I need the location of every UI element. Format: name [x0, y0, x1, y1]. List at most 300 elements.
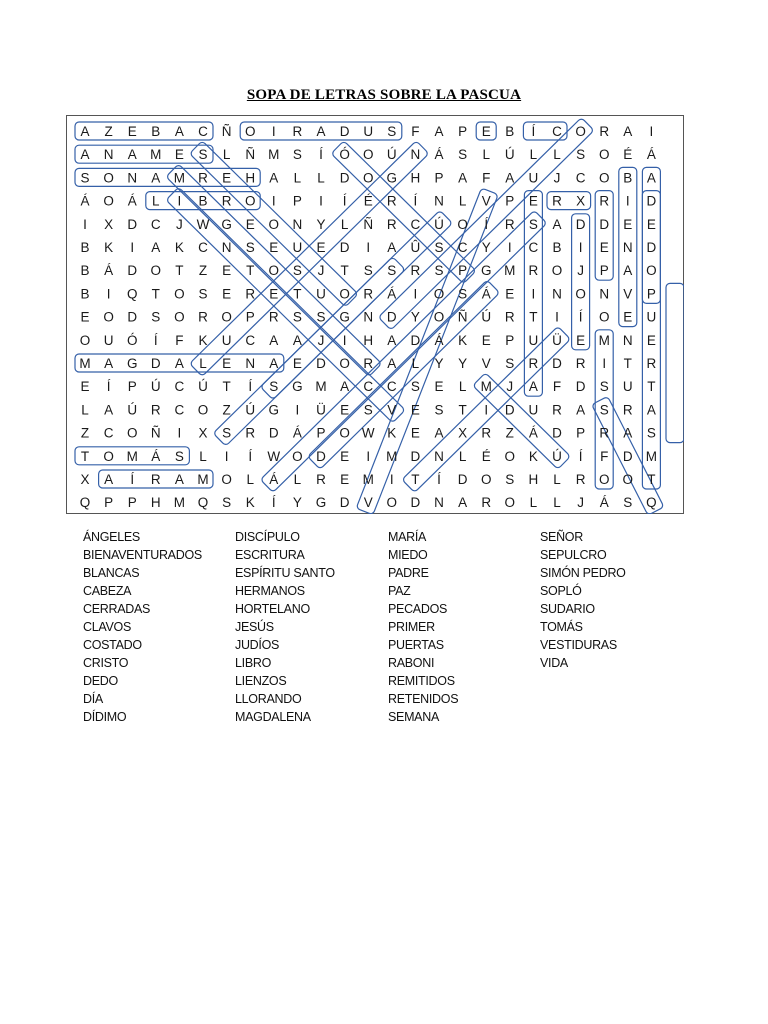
grid-letter[interactable]: S — [458, 286, 468, 302]
grid-letter[interactable]: Á — [387, 286, 397, 302]
grid-letter[interactable]: S — [292, 263, 302, 279]
grid-letter[interactable]: S — [80, 170, 90, 186]
grid-letter[interactable]: U — [646, 309, 657, 325]
grid-letter[interactable]: E — [599, 240, 609, 255]
grid-letter[interactable]: Ú — [198, 379, 208, 395]
grid-letter[interactable]: E — [222, 263, 232, 279]
grid-letter[interactable]: Q — [646, 495, 657, 511]
grid-letter[interactable]: S — [198, 147, 208, 163]
grid-letter[interactable]: A — [151, 170, 161, 186]
grid-letter[interactable]: T — [293, 286, 302, 302]
grid-letter[interactable]: B — [505, 124, 515, 139]
grid-letter[interactable]: Z — [80, 425, 90, 441]
grid-letter[interactable]: S — [387, 263, 397, 279]
grid-letter[interactable]: S — [222, 495, 232, 511]
grid-letter[interactable]: S — [363, 263, 373, 279]
grid-letter[interactable]: S — [599, 402, 609, 418]
grid-letter[interactable]: P — [104, 495, 114, 511]
grid-letter[interactable]: K — [245, 495, 255, 511]
grid-letter[interactable]: E — [340, 402, 350, 418]
grid-letter[interactable]: Á — [481, 286, 491, 302]
grid-letter[interactable]: E — [623, 216, 633, 232]
grid-letter[interactable]: A — [387, 332, 397, 348]
grid-letter[interactable]: A — [552, 216, 562, 232]
grid-letter[interactable]: I — [177, 193, 182, 209]
grid-letter[interactable]: S — [505, 472, 515, 487]
grid-letter[interactable]: Y — [481, 240, 491, 255]
grid-letter[interactable]: A — [316, 124, 326, 139]
grid-letter[interactable]: I — [389, 472, 394, 487]
grid-letter[interactable]: H — [528, 472, 539, 487]
grid-letter[interactable]: L — [411, 356, 420, 371]
grid-letter[interactable]: O — [362, 170, 374, 186]
grid-letter[interactable]: Í — [271, 495, 276, 511]
grid-letter[interactable]: Ú — [504, 147, 515, 163]
grid-letter[interactable]: M — [504, 263, 516, 279]
grid-letter[interactable]: R — [363, 356, 374, 371]
grid-letter[interactable]: R — [599, 193, 610, 209]
grid-letter[interactable]: S — [458, 147, 468, 163]
grid-letter[interactable]: L — [293, 170, 302, 186]
grid-letter[interactable]: T — [340, 263, 349, 279]
grid-letter[interactable]: J — [317, 263, 325, 279]
grid-letter[interactable]: S — [434, 240, 444, 255]
grid-letter[interactable]: L — [529, 147, 538, 163]
grid-letter[interactable]: G — [292, 379, 303, 395]
grid-letter[interactable]: K — [458, 332, 468, 348]
grid-letter[interactable]: O — [126, 425, 138, 441]
grid-letter[interactable]: V — [481, 356, 491, 371]
grid-letter[interactable]: D — [150, 356, 161, 371]
grid-letter[interactable]: I — [531, 286, 536, 302]
grid-letter[interactable]: O — [150, 263, 162, 279]
grid-letter[interactable]: W — [267, 448, 281, 464]
grid-letter[interactable]: I — [83, 216, 87, 232]
grid-letter[interactable]: D — [410, 448, 421, 464]
grid-letter[interactable]: T — [647, 379, 656, 395]
grid-letter[interactable]: S — [316, 309, 326, 325]
grid-letter[interactable]: M — [315, 379, 327, 395]
grid-letter[interactable]: O — [268, 216, 280, 232]
grid-letter[interactable]: O — [386, 495, 398, 511]
grid-letter[interactable]: F — [552, 379, 562, 395]
grid-letter[interactable]: E — [269, 240, 279, 255]
grid-letter[interactable]: D — [339, 124, 350, 139]
grid-letter[interactable]: S — [198, 286, 208, 302]
grid-letter[interactable]: É — [363, 193, 373, 209]
grid-letter[interactable]: Ü — [552, 332, 562, 348]
grid-letter[interactable]: R — [552, 402, 562, 418]
grid-letter[interactable]: R — [646, 356, 657, 371]
grid-letter[interactable]: S — [174, 448, 184, 464]
grid-letter[interactable]: M — [386, 448, 398, 464]
grid-letter[interactable]: D — [410, 495, 421, 511]
grid-letter[interactable]: B — [552, 240, 562, 255]
grid-letter[interactable]: R — [150, 402, 161, 418]
grid-letter[interactable]: M — [268, 147, 280, 163]
grid-letter[interactable]: C — [410, 216, 421, 232]
grid-letter[interactable]: E — [80, 309, 90, 325]
grid-letter[interactable]: F — [411, 124, 420, 139]
grid-letter[interactable]: T — [529, 309, 538, 325]
grid-letter[interactable]: A — [104, 472, 114, 487]
grid-letter[interactable]: Ñ — [245, 147, 256, 163]
grid-letter[interactable]: A — [269, 170, 279, 186]
grid-letter[interactable]: N — [599, 286, 610, 302]
grid-letter[interactable]: A — [646, 170, 656, 186]
grid-letter[interactable]: L — [199, 448, 207, 464]
grid-letter[interactable]: E — [127, 124, 137, 139]
grid-letter[interactable]: A — [434, 124, 444, 139]
grid-letter[interactable]: V — [387, 402, 397, 418]
grid-letter[interactable]: S — [434, 263, 444, 279]
grid-letter[interactable]: M — [173, 170, 186, 186]
grid-letter[interactable]: T — [647, 472, 656, 487]
grid-letter[interactable]: D — [268, 425, 279, 441]
grid-letter[interactable]: S — [434, 402, 444, 418]
grid-letter[interactable]: K — [198, 332, 208, 348]
grid-letter[interactable]: O — [480, 472, 492, 487]
grid-letter[interactable]: F — [482, 170, 491, 186]
grid-letter[interactable]: S — [363, 402, 373, 418]
grid-letter[interactable]: P — [434, 170, 444, 186]
grid-letter[interactable]: R — [504, 216, 515, 232]
grid-letter[interactable]: G — [126, 356, 138, 371]
grid-letter[interactable]: Ú — [481, 309, 492, 325]
grid-letter[interactable]: M — [173, 495, 186, 511]
grid-letter[interactable]: Y — [316, 216, 326, 232]
grid-letter[interactable]: P — [505, 332, 515, 348]
grid-letter[interactable]: Í — [578, 309, 583, 325]
grid-letter[interactable]: U — [292, 240, 303, 255]
grid-letter[interactable]: L — [458, 379, 467, 395]
grid-letter[interactable]: L — [458, 193, 467, 209]
grid-letter[interactable]: I — [507, 240, 512, 255]
grid-letter[interactable]: Í — [153, 332, 158, 348]
grid-letter[interactable]: D — [646, 240, 657, 255]
grid-letter[interactable]: F — [600, 448, 609, 464]
grid-letter[interactable]: T — [411, 472, 420, 487]
grid-letter[interactable]: R — [150, 472, 161, 487]
grid-letter[interactable]: O — [362, 147, 374, 163]
grid-letter[interactable]: D — [316, 448, 326, 464]
grid-letter[interactable]: X — [80, 472, 90, 487]
grid-letter[interactable]: A — [528, 379, 538, 395]
grid-letter[interactable]: A — [104, 402, 114, 418]
grid-letter[interactable]: O — [433, 309, 445, 325]
grid-letter[interactable]: I — [177, 425, 182, 441]
grid-letter[interactable]: U — [103, 332, 114, 348]
grid-letter[interactable]: D — [339, 495, 350, 511]
grid-letter[interactable]: L — [222, 147, 231, 163]
grid-letter[interactable]: O — [575, 286, 586, 302]
grid-letter[interactable]: A — [623, 263, 633, 279]
grid-letter[interactable]: A — [623, 124, 633, 139]
grid-letter[interactable]: D — [599, 216, 610, 232]
grid-letter[interactable]: I — [578, 240, 583, 255]
grid-letter[interactable]: E — [245, 216, 255, 232]
grid-letter[interactable]: Í — [578, 448, 583, 464]
grid-letter[interactable]: D — [552, 425, 562, 441]
grid-letter[interactable]: D — [316, 356, 326, 371]
grid-letter[interactable]: L — [553, 147, 561, 163]
grid-letter[interactable]: J — [577, 263, 584, 279]
grid-letter[interactable]: Í — [437, 472, 441, 487]
grid-letter[interactable]: O — [457, 216, 468, 232]
grid-letter[interactable]: A — [269, 356, 279, 371]
grid-letter[interactable]: A — [387, 240, 397, 255]
grid-letter[interactable]: S — [245, 240, 255, 255]
grid-letter[interactable]: K — [387, 425, 397, 441]
grid-letter[interactable]: N — [552, 286, 562, 302]
grid-letter[interactable]: P — [599, 263, 609, 279]
grid-letter[interactable]: Ú — [552, 448, 562, 464]
grid-letter[interactable]: Í — [342, 193, 347, 209]
grid-letter[interactable]: G — [268, 402, 280, 418]
grid-letter[interactable]: E — [222, 170, 232, 186]
grid-letter[interactable]: D — [504, 402, 515, 418]
grid-letter[interactable]: B — [623, 170, 633, 186]
grid-letter[interactable]: Á — [151, 448, 161, 464]
grid-letter[interactable]: Í — [319, 147, 323, 163]
grid-letter[interactable]: C — [174, 379, 185, 395]
grid-letter[interactable]: O — [103, 309, 114, 325]
grid-letter[interactable]: N — [434, 193, 444, 209]
grid-letter[interactable]: G — [386, 170, 398, 186]
grid-letter[interactable]: R — [268, 309, 279, 325]
grid-letter[interactable]: L — [317, 170, 325, 186]
grid-letter[interactable]: Á — [528, 425, 538, 441]
grid-letter[interactable]: O — [598, 309, 610, 325]
grid-letter[interactable]: L — [199, 356, 207, 371]
grid-letter[interactable]: P — [576, 425, 586, 441]
grid-letter[interactable]: A — [458, 495, 468, 511]
grid-letter[interactable]: A — [387, 356, 397, 371]
grid-letter[interactable]: Á — [292, 425, 302, 441]
grid-letter[interactable]: X — [576, 193, 586, 209]
grid-letter[interactable]: E — [340, 448, 350, 464]
grid-letter[interactable]: M — [126, 448, 138, 464]
grid-letter[interactable]: R — [245, 425, 256, 441]
grid-letter[interactable]: R — [528, 356, 539, 371]
grid-letter[interactable]: A — [174, 356, 184, 371]
grid-letter[interactable]: L — [246, 472, 254, 487]
grid-letter[interactable]: U — [221, 332, 232, 348]
grid-letter[interactable]: H — [410, 170, 421, 186]
grid-letter[interactable]: M — [79, 356, 91, 371]
grid-letter[interactable]: Ñ — [457, 309, 468, 325]
grid-letter[interactable]: Z — [505, 425, 514, 441]
grid-letter[interactable]: Ú — [150, 379, 161, 395]
grid-letter[interactable]: D — [646, 193, 657, 209]
grid-letter[interactable]: Í — [484, 216, 489, 232]
grid-letter[interactable]: D — [339, 170, 350, 186]
grid-letter[interactable]: C — [150, 216, 161, 232]
grid-letter[interactable]: O — [504, 495, 516, 511]
grid-letter[interactable]: T — [458, 402, 467, 418]
grid-letter[interactable]: R — [622, 402, 633, 418]
grid-letter[interactable]: Á — [599, 495, 609, 511]
grid-letter[interactable]: G — [339, 309, 350, 325]
grid-letter[interactable]: I — [271, 193, 276, 209]
grid-letter[interactable]: Í — [531, 124, 536, 139]
grid-letter[interactable]: I — [224, 448, 229, 464]
grid-letter[interactable]: E — [174, 147, 184, 163]
grid-letter[interactable]: S — [151, 309, 161, 325]
grid-letter[interactable]: O — [103, 170, 114, 186]
grid-letter[interactable]: R — [599, 425, 610, 441]
grid-letter[interactable]: D — [127, 309, 138, 325]
grid-letter[interactable]: N — [292, 216, 303, 232]
grid-letter[interactable]: O — [221, 309, 232, 325]
grid-letter[interactable]: A — [174, 124, 184, 139]
grid-letter[interactable]: O — [197, 402, 209, 418]
grid-letter[interactable]: Û — [410, 240, 421, 255]
grid-letter[interactable]: O — [174, 286, 185, 302]
grid-letter[interactable]: R — [528, 263, 539, 279]
grid-letter[interactable]: B — [80, 286, 90, 302]
grid-letter[interactable]: T — [222, 379, 231, 395]
grid-letter[interactable]: F — [175, 332, 184, 348]
grid-letter[interactable]: E — [410, 402, 420, 418]
grid-letter[interactable]: R — [481, 425, 492, 441]
grid-letter[interactable]: R — [386, 216, 397, 232]
grid-letter[interactable]: S — [410, 379, 420, 395]
grid-letter[interactable]: Y — [410, 309, 420, 325]
grid-letter[interactable]: C — [245, 332, 256, 348]
grid-letter[interactable]: I — [271, 124, 276, 139]
grid-letter[interactable]: M — [480, 379, 492, 395]
grid-letter[interactable]: R — [221, 193, 232, 209]
grid-letter[interactable]: G — [315, 495, 327, 511]
grid-letter[interactable]: Ü — [316, 402, 326, 418]
grid-letter[interactable]: N — [434, 448, 444, 464]
grid-letter[interactable]: W — [361, 425, 375, 441]
grid-letter[interactable]: E — [505, 286, 515, 302]
grid-letter[interactable]: N — [622, 240, 633, 255]
grid-letter[interactable]: N — [410, 147, 421, 163]
grid-letter[interactable]: L — [458, 448, 467, 464]
grid-letter[interactable]: A — [80, 147, 90, 163]
grid-letter[interactable]: O — [504, 448, 516, 464]
grid-letter[interactable]: T — [80, 448, 90, 464]
grid-letter[interactable]: E — [340, 472, 350, 487]
grid-letter[interactable]: I — [649, 124, 654, 139]
grid-letter[interactable]: Í — [413, 193, 418, 209]
grid-letter[interactable]: O — [79, 332, 91, 348]
grid-letter[interactable]: R — [575, 472, 586, 487]
grid-letter[interactable]: A — [646, 402, 656, 418]
grid-letter[interactable]: C — [174, 402, 185, 418]
grid-letter[interactable]: T — [246, 263, 255, 279]
grid-letter[interactable]: A — [127, 147, 137, 163]
grid-letter[interactable]: T — [151, 286, 160, 302]
grid-letter[interactable]: K — [174, 240, 184, 255]
grid-letter[interactable]: B — [198, 193, 208, 209]
grid-letter[interactable]: J — [553, 170, 561, 186]
grid-letter[interactable]: S — [292, 147, 302, 163]
grid-letter[interactable]: M — [645, 448, 658, 464]
grid-letter[interactable]: E — [576, 332, 586, 348]
grid-letter[interactable]: I — [602, 356, 607, 371]
grid-letter[interactable]: O — [174, 309, 185, 325]
grid-letter[interactable]: U — [528, 402, 539, 418]
grid-letter[interactable]: B — [80, 240, 90, 255]
grid-letter[interactable]: E — [316, 240, 326, 255]
grid-letter[interactable]: B — [80, 263, 90, 279]
grid-letter[interactable]: A — [292, 332, 302, 348]
grid-letter[interactable]: S — [505, 356, 515, 371]
grid-letter[interactable]: Ú — [434, 216, 444, 232]
grid-letter[interactable]: O — [339, 286, 350, 302]
grid-letter[interactable]: G — [221, 216, 232, 232]
grid-letter[interactable]: W — [196, 216, 210, 232]
grid-letter[interactable]: S — [222, 425, 232, 441]
grid-letter[interactable]: S — [646, 425, 656, 441]
grid-letter[interactable]: Á — [269, 472, 279, 487]
grid-letter[interactable]: R — [575, 356, 586, 371]
grid-letter[interactable]: S — [292, 309, 302, 325]
grid-letter[interactable]: Á — [80, 193, 90, 209]
grid-letter[interactable]: N — [221, 240, 232, 255]
grid-letter[interactable]: I — [342, 332, 347, 348]
grid-letter[interactable]: Ó — [126, 332, 138, 348]
grid-letter[interactable]: T — [175, 263, 184, 279]
grid-letter[interactable]: G — [480, 263, 492, 279]
grid-letter[interactable]: E — [410, 425, 420, 441]
grid-letter[interactable]: O — [339, 425, 350, 441]
grid-letter[interactable]: Á — [104, 263, 114, 279]
grid-letter[interactable]: O — [244, 193, 256, 209]
grid-letter[interactable]: Q — [197, 495, 209, 511]
grid-letter[interactable]: J — [176, 216, 183, 232]
grid-letter[interactable]: A — [269, 332, 279, 348]
grid-letter[interactable]: R — [599, 124, 610, 139]
grid-letter[interactable]: I — [295, 402, 300, 418]
grid-letter[interactable]: Ñ — [221, 124, 232, 139]
grid-letter[interactable]: Y — [458, 356, 468, 371]
grid-letter[interactable]: O — [598, 147, 610, 163]
grid-letter[interactable]: Á — [434, 147, 444, 163]
grid-letter[interactable]: D — [127, 216, 138, 232]
grid-letter[interactable]: C — [457, 240, 468, 255]
grid-letter[interactable]: L — [293, 472, 302, 487]
grid-letter[interactable]: M — [150, 147, 162, 163]
grid-letter[interactable]: Í — [106, 379, 111, 395]
grid-letter[interactable]: L — [529, 495, 538, 511]
grid-letter[interactable]: I — [366, 240, 371, 255]
grid-letter[interactable]: O — [551, 263, 563, 279]
grid-letter[interactable]: D — [410, 332, 421, 348]
grid-letter[interactable]: A — [576, 402, 586, 418]
grid-letter[interactable]: I — [106, 286, 111, 302]
grid-letter[interactable]: I — [366, 448, 371, 464]
grid-letter[interactable]: P — [505, 193, 515, 209]
grid-letter[interactable]: A — [623, 425, 633, 441]
grid-letter[interactable]: O — [103, 448, 114, 464]
grid-letter[interactable]: Y — [434, 356, 444, 371]
grid-letter[interactable]: L — [152, 193, 160, 209]
grid-letter[interactable]: K — [528, 448, 538, 464]
grid-letter[interactable]: V — [363, 495, 373, 511]
grid-letter[interactable]: I — [413, 286, 418, 302]
grid-letter[interactable]: N — [363, 309, 374, 325]
grid-letter[interactable]: O — [292, 448, 303, 464]
grid-letter[interactable]: D — [575, 216, 586, 232]
grid-letter[interactable]: C — [103, 425, 114, 441]
grid-letter[interactable]: A — [80, 124, 90, 139]
grid-letter[interactable]: E — [481, 124, 491, 139]
